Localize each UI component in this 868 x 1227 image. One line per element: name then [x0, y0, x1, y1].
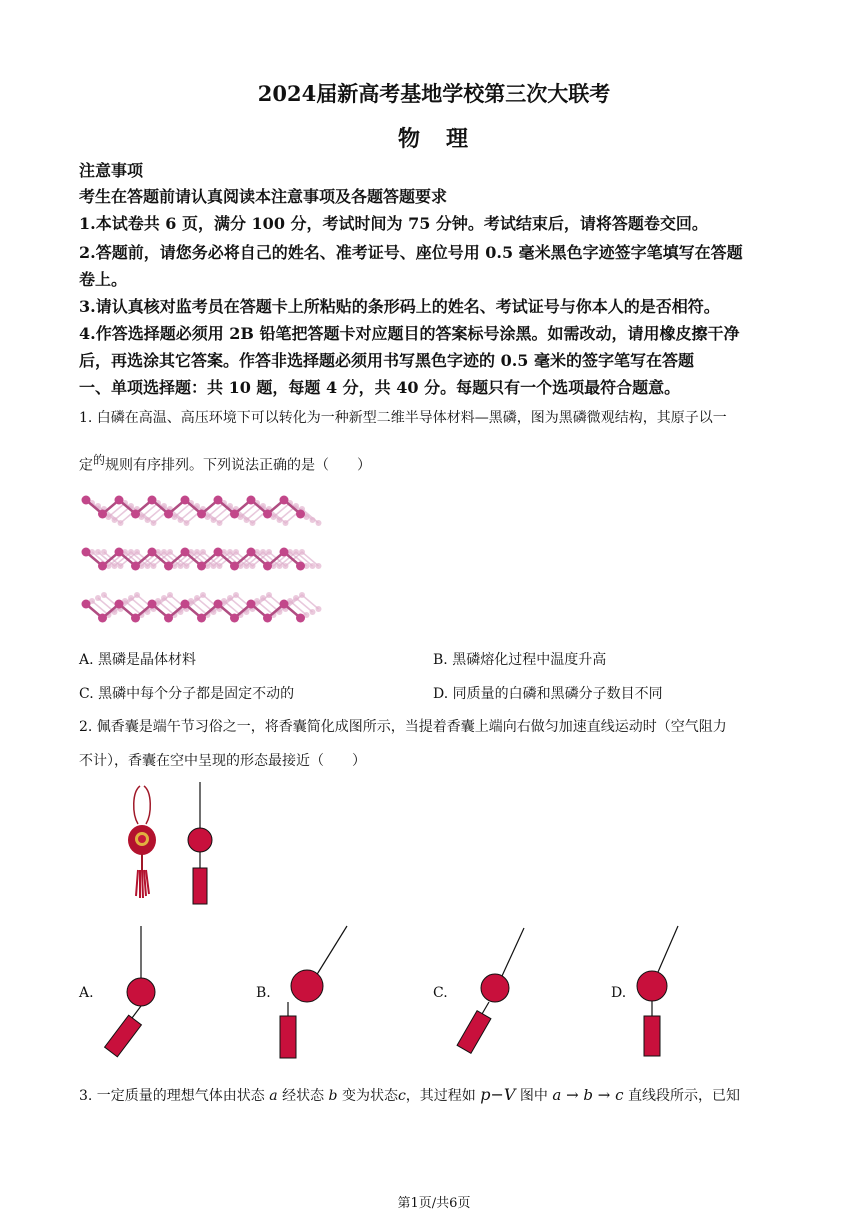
q3-var-a: a: [269, 1088, 278, 1104]
q1-option-d: D. 同质量的白磷和黑磷分子数目不同: [433, 686, 663, 702]
q3-text-4: ，其过程如: [405, 1088, 476, 1104]
section-heading: 一、单项选择题：共 10 题，每题 4 分，共 40 分。每题只有一个选项最符合题意。: [79, 378, 681, 397]
q3-stem-line1: [79, 1084, 740, 1107]
q3-text-5: 图中: [519, 1088, 548, 1104]
q2-option-c-figure: [452, 924, 532, 1058]
sachet-model: [180, 782, 220, 906]
q2-option-d-figure: [630, 924, 690, 1060]
q3-text-6: 直线段所示，已知: [627, 1088, 740, 1104]
q3-text-3: 变为状态: [341, 1088, 398, 1104]
q3-path: a → b → c: [552, 1086, 624, 1104]
notice-item-2-cont: 卷上。: [79, 270, 128, 289]
notice-item-2: 2.答题前，请您务必将自己的姓名、准考证号、座位号用 0.5 毫米黑色字迹签字笔填写在答题: [79, 243, 743, 262]
q3-var-b: b: [328, 1088, 338, 1104]
notice-item-4: 4.作答选择题必须用 2B 铅笔把答题卡对应题目的答案标号涂黑。如需改动，请用橡皮擦干净: [79, 324, 740, 343]
q2-option-d-label: D.: [611, 985, 627, 1001]
black-phosphorus-structure-figure: [80, 485, 320, 633]
q1-option-c: C. 黑磷中每个分子都是固定不动的: [79, 686, 295, 702]
q2-option-b-label: B.: [256, 985, 271, 1001]
q1-stem-line2: [79, 449, 371, 477]
q1-stem-pre: 定: [79, 457, 93, 474]
notice-item-3: 3.请认真核对监考员在答题卡上所粘贴的条形码上的姓名、考试证号与你本人的是否相符。: [79, 297, 720, 316]
notice-intro: 考生在答题前请认真阅读本注意事项及各题答题要求: [79, 187, 448, 206]
q1-stem-post: 规则有序排列。下列说法正确的是（ ）: [105, 457, 372, 474]
notice-item-4-cont: 后，再选涂其它答案。作答非选择题必须用书写黑色字迹的 0.5 毫米的签字笔写在答题: [79, 351, 694, 370]
q3-text-2: 经状态: [282, 1088, 325, 1104]
q2-option-b-figure: [272, 924, 352, 1060]
subject-title: 物 理: [397, 126, 470, 152]
q2-stem-line2: 不计），香囊在空中呈现的形态最接近（ ）: [79, 753, 366, 769]
q3-text-1: 3. 一定质量的理想气体由状态: [79, 1088, 265, 1104]
exam-title: 2024届新高考基地学校第三次大联考: [257, 81, 611, 106]
q3-var-c: c: [397, 1088, 406, 1104]
q1-stem-sup: 的: [93, 453, 106, 467]
q1-option-a: A. 黑磷是晶体材料: [79, 652, 197, 668]
q2-option-a-label: A.: [79, 985, 94, 1001]
notice-heading: 注意事项: [79, 161, 144, 180]
q1-stem-line1: 1. 白磷在高温、高压环境下可以转化为一种新型二维半导体材料—黑磷，图为黑磷微观结构，其原子以一: [79, 410, 727, 426]
page-footer: 第1页/共6页: [397, 1196, 471, 1211]
q1-option-b: B. 黑磷熔化过程中温度升高: [433, 652, 607, 668]
q2-option-a-figure: [98, 924, 168, 1058]
sachet-photo: [118, 784, 168, 902]
notice-item-1: 1.本试卷共 6 页，满分 100 分，考试时间为 75 分钟。考试结束后，请将答题卷交回。: [79, 214, 708, 233]
q2-option-c-label: C.: [433, 985, 448, 1001]
q2-stem-line1: 2. 佩香囊是端午节习俗之一，将香囊简化成图所示，当提着香囊上端向右做匀加速直线运动时（空气阻力: [79, 719, 727, 735]
q3-pv: p−V: [480, 1085, 516, 1104]
